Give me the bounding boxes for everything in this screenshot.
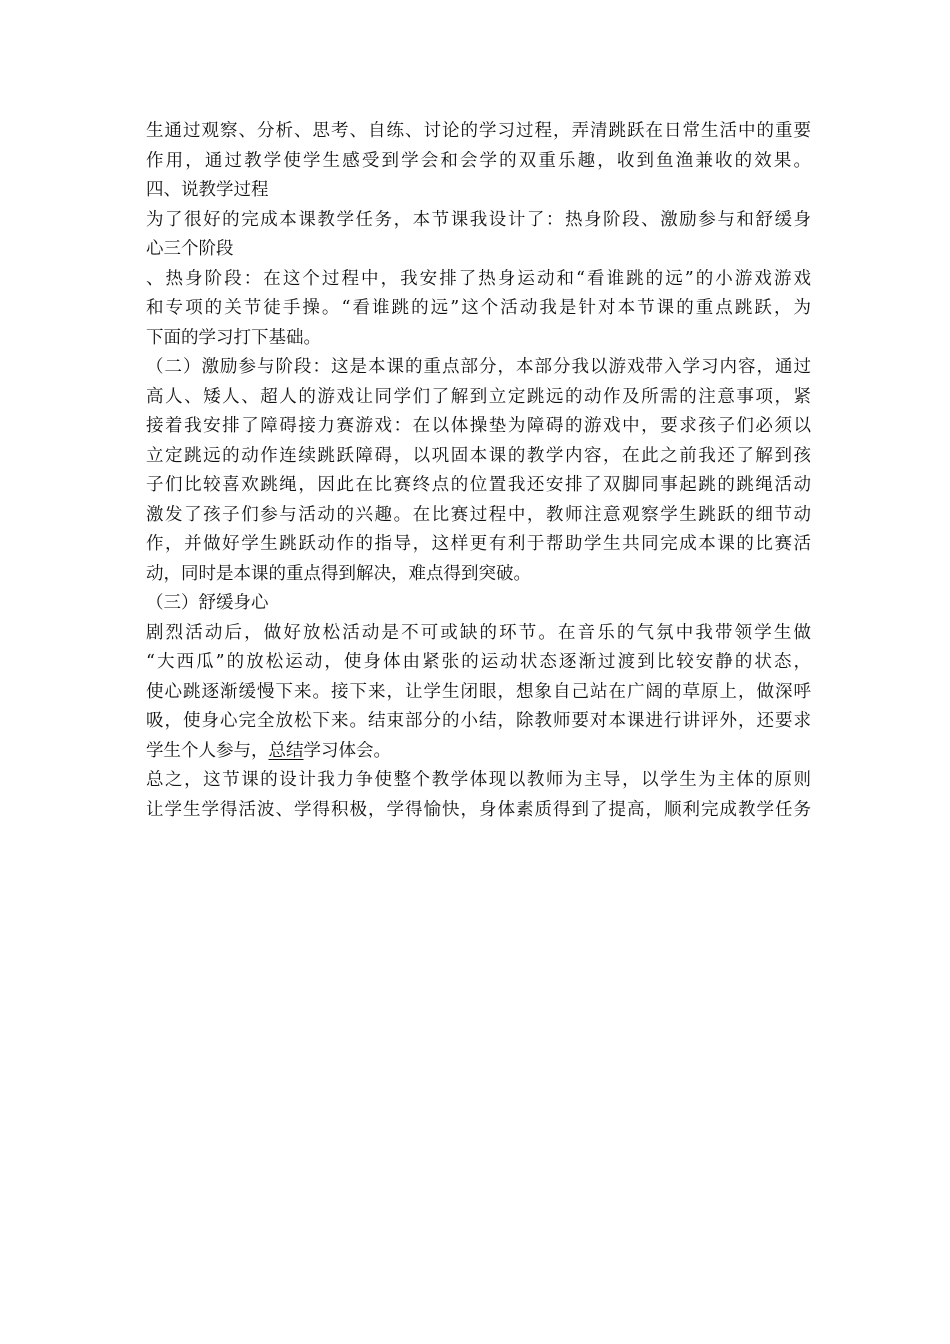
text-line: 动，同时是本课的重点得到解决，难点得到突破。 [146,563,531,584]
document-body [146,117,811,825]
text-line: 和专项的关节徒手操。“看谁跳的远”这个活动我是针对本节课的重点跳跃，为 [146,298,811,318]
text-line: 作用，通过教学使学生感受到学会和会学的双重乐趣，收到鱼渔兼收的效果。 [146,150,811,171]
text-line: 子们比较喜欢跳绳，因此在比赛终点的位置我还安排了双脚同事起跳的跳绳活动 [146,475,811,495]
text-line: 剧烈活动后，做好放松活动是不可或缺的环节。在音乐的气氛中我带领学生做 [146,622,811,643]
text-line: 激发了孩子们参与活动的兴趣。在比赛过程中，教师注意观察学生跳跃的细节动 [146,504,811,525]
summary-link[interactable]: 总结 [268,740,304,761]
text-line: 生通过观察、分析、思考、自练、讨论的学习过程，弄清跳跃在日常生活中的重要 [146,121,811,141]
text-line: 作，并做好学生跳跃动作的指导，这样更有利于帮助学生共同完成本课的比赛活 [146,534,811,554]
text-line: 吸，使身心完全放松下来。结束部分的小结，除教师要对本课进行讲评外，还要求 [146,711,811,731]
text-line: 高人、矮人、超人的游戏让同学们了解到立定跳远的动作及所需的注意事项，紧 [146,386,811,407]
text-line: “大西瓜”的放松运动，使身体由紧张的运动状态逐渐过渡到比较安静的状态， [146,652,811,672]
text-line: 下面的学习打下基础。 [146,327,321,348]
text-line: （二）激励参与阶段：这是本课的重点部分，本部分我以游戏带入学习内容，通过 [146,357,811,377]
text-line: 为了很好的完成本课教学任务，本节课我设计了：热身阶段、激励参与和舒缓身 [146,209,811,230]
text-segment: 学习体会。 [303,740,391,761]
section-heading: （三）舒缓身心 [146,593,269,613]
section-heading: 四、说教学过程 [146,180,269,200]
text-segment: 学生个人参与， [146,740,269,761]
text-line: 、热身阶段：在这个过程中，我安排了热身运动和“看谁跳的远”的小游戏游戏 [146,268,811,289]
text-line: 让学生学得活波、学得积极，学得愉快，身体素质得到了提高，顺利完成教学任务 [146,799,811,820]
text-line: 使心跳逐渐缓慢下来。接下来，让学生闭眼，想象自己站在广阔的草原上，做深呼 [146,681,811,702]
text-line: 心三个阶段 [146,239,234,259]
text-line [146,737,811,767]
text-line: 总之，这节课的设计我力争使整个教学体现以教师为主导，以学生为主体的原则 [146,770,811,790]
text-line: 立定跳远的动作连续跳跃障碍，以巩固本课的教学内容，在此之前我还了解到孩 [146,445,811,466]
text-line: 接着我安排了障碍接力赛游戏：在以体操垫为障碍的游戏中，要求孩子们必须以 [146,416,811,436]
